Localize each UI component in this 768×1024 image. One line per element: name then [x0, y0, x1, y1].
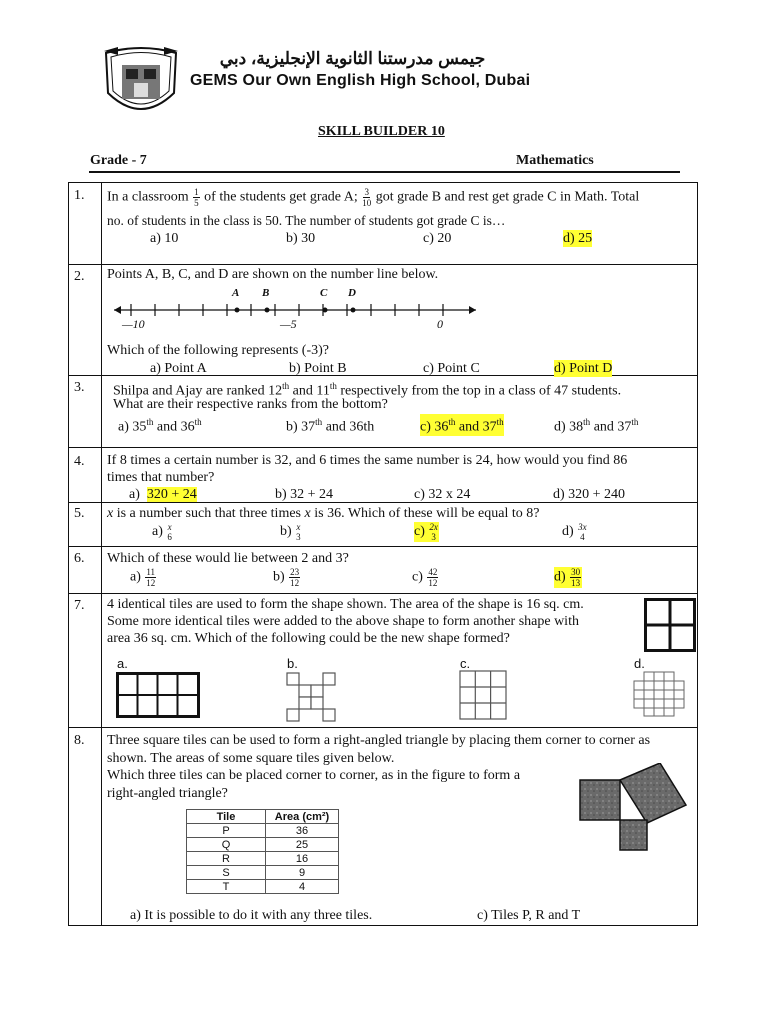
question-number: 1.: [74, 188, 85, 203]
table-row: [187, 838, 339, 852]
table-cell: P: [187, 824, 266, 838]
correct-option: d) $\frac{30}{13}$: [554, 567, 581, 588]
point-label: D: [348, 287, 356, 299]
table-cell: S: [187, 866, 266, 880]
option: c) Tiles P, R and T: [477, 908, 581, 923]
table-header: Tile: [187, 810, 266, 824]
table-cell: 16: [266, 852, 339, 866]
fraction: $\frac{11}{12}$: [146, 567, 156, 588]
fraction: x 3: [296, 522, 301, 542]
grade-label: Grade - 7: [90, 153, 147, 168]
shape-option-c: [459, 670, 507, 725]
point-label: B: [262, 287, 270, 299]
question-number: 5.: [74, 506, 85, 521]
shape-option-label: d.: [634, 656, 645, 671]
shape-option-label: a.: [117, 656, 128, 671]
school-name-arabic: جيمس مدرستنا الثانوية الإنجليزية، دبي: [219, 49, 486, 68]
option: d) 3x 4: [562, 522, 587, 542]
option: c) 32 x 24: [414, 487, 471, 502]
table-cell: 9: [266, 866, 339, 880]
original-shape-2x2: [644, 598, 696, 657]
option: d) 320 + 240: [553, 487, 626, 502]
question-text-line: no. of students in the class is 50. The number of students got grade C is…: [107, 213, 506, 228]
option: b) x 3: [280, 522, 301, 542]
option: c) Point C: [423, 361, 480, 376]
point-label: C: [320, 287, 328, 299]
fraction: $\frac{3}{10}$: [362, 187, 372, 208]
school-name-english: GEMS Our Own English High School, Dubai: [190, 72, 531, 89]
tick-label: —10: [122, 317, 145, 331]
right-triangle-tiles-figure: [577, 763, 697, 898]
shape-option-label: c.: [460, 656, 471, 671]
correct-option: c) 2x 3: [414, 522, 438, 542]
question-text: 4 identical tiles are used to form the shape shown. The area of the shape is 16 sq. cm.: [107, 597, 584, 612]
question-number: 3.: [74, 380, 85, 395]
row-divider: [68, 264, 698, 265]
option: a) 10: [150, 231, 179, 246]
question-text-line: area 36 sq. cm. Which of the following could be the new shape formed?: [107, 631, 510, 646]
question-number: 6.: [74, 551, 85, 566]
table-cell: Q: [187, 838, 266, 852]
fraction: $\frac{42}{12}$: [428, 567, 438, 588]
option: b) 30: [286, 231, 316, 246]
table-cell: R: [187, 852, 266, 866]
fraction: 3x 4: [578, 522, 587, 542]
option: b) 32 + 24: [275, 487, 334, 502]
question-text: Three square tiles can be used to form a right-angled triangle by placing them corner to corner as: [107, 733, 651, 748]
table-row: [187, 824, 339, 838]
question-number: 8.: [74, 733, 85, 748]
tick-label: 0: [437, 317, 443, 331]
table-row: [187, 866, 339, 880]
question-text-line: shown. The areas of some square tiles given below.: [107, 751, 395, 766]
column-divider: [101, 182, 102, 926]
option: c) $\frac{42}{12}$: [412, 567, 438, 588]
fraction: x 6: [167, 522, 172, 542]
option: a) 320 + 24: [129, 487, 197, 502]
question-text-line: Some more identical tiles were added to the above shape to form another shape with: [107, 614, 579, 629]
question-text-line: What are their respective ranks from the bottom?: [113, 397, 388, 412]
table-cell: 4: [266, 880, 339, 894]
tile-area-table: [186, 809, 339, 894]
school-logo: [100, 43, 182, 123]
shape-option-b: [286, 672, 336, 727]
question-number: 4.: [74, 454, 85, 469]
question-text-line: right-angled triangle?: [107, 786, 228, 801]
question-text: Shilpa and Ajay are ranked 12th and 11th respectively from the top in a class of 47 students.: [113, 381, 622, 399]
correct-option: d) 25: [563, 231, 593, 246]
question-text: In a classroom $\frac{1}{5}$ of the students get grade A; $\frac{3}{10}$ got grade B and rest get grade C in Math. Total: [107, 187, 640, 208]
row-divider: [68, 593, 698, 594]
question-number: 2.: [74, 269, 85, 284]
question-text-line: times that number?: [107, 470, 215, 485]
table-cell: 36: [266, 824, 339, 838]
point-label: A: [232, 287, 240, 299]
question-text: If 8 times a certain number is 32, and 6 times the same number is 24, how would you find 86: [107, 453, 628, 468]
fraction: 2x 3: [429, 522, 438, 542]
option: c) 20: [423, 231, 452, 246]
shape-option-a: [116, 672, 200, 723]
correct-option: c) 36th and 37th: [420, 414, 504, 436]
table-cell: T: [187, 880, 266, 894]
page-title: SKILL BUILDER 10: [318, 124, 445, 139]
subject-label: Mathematics: [516, 153, 594, 168]
table-cell: 25: [266, 838, 339, 852]
row-divider: [68, 727, 698, 728]
option: b) Point B: [289, 361, 347, 376]
correct-option: d) Point D: [554, 361, 613, 376]
question-text: Which of these would lie between 2 and 3?: [107, 551, 349, 566]
table-row: [187, 880, 339, 894]
option: a) 35th and 36th: [118, 417, 202, 435]
question-text: x is a number such that three times x is 36. Which of these will be equal to 8?: [107, 506, 540, 521]
row-divider: [68, 546, 698, 547]
option: a) Point A: [150, 361, 207, 376]
correct-option: 320 + 24: [146, 487, 197, 502]
shape-option-d: [632, 671, 687, 722]
table-row: [187, 852, 339, 866]
question-text-line: Which three tiles can be placed corner to corner, as in the figure to form a: [107, 768, 521, 783]
tick-label: —5: [280, 317, 297, 331]
fraction: $\frac{1}{5}$: [194, 187, 199, 208]
shape-option-label: b.: [287, 656, 298, 671]
row-divider: [68, 447, 698, 448]
fraction: $\frac{23}{12}$: [290, 567, 300, 588]
question-prompt: Which of the following represents (-3)?: [107, 343, 329, 358]
option: d) 38th and 37th: [554, 417, 639, 435]
question-text: Points A, B, C, and D are shown on the number line below.: [107, 267, 439, 282]
option: a) It is possible to do it with any three tiles.: [130, 908, 373, 923]
option: b) 37th and 36th: [286, 417, 375, 435]
question-number: 7.: [74, 598, 85, 613]
fraction: $\frac{30}{13}$: [571, 567, 581, 588]
header-rule: [89, 171, 680, 173]
option: a) $\frac{11}{12}$: [130, 567, 156, 588]
option: a) x 6: [152, 522, 172, 542]
table-header: Area (cm²): [266, 810, 339, 824]
option: b) $\frac{23}{12}$: [273, 567, 300, 588]
